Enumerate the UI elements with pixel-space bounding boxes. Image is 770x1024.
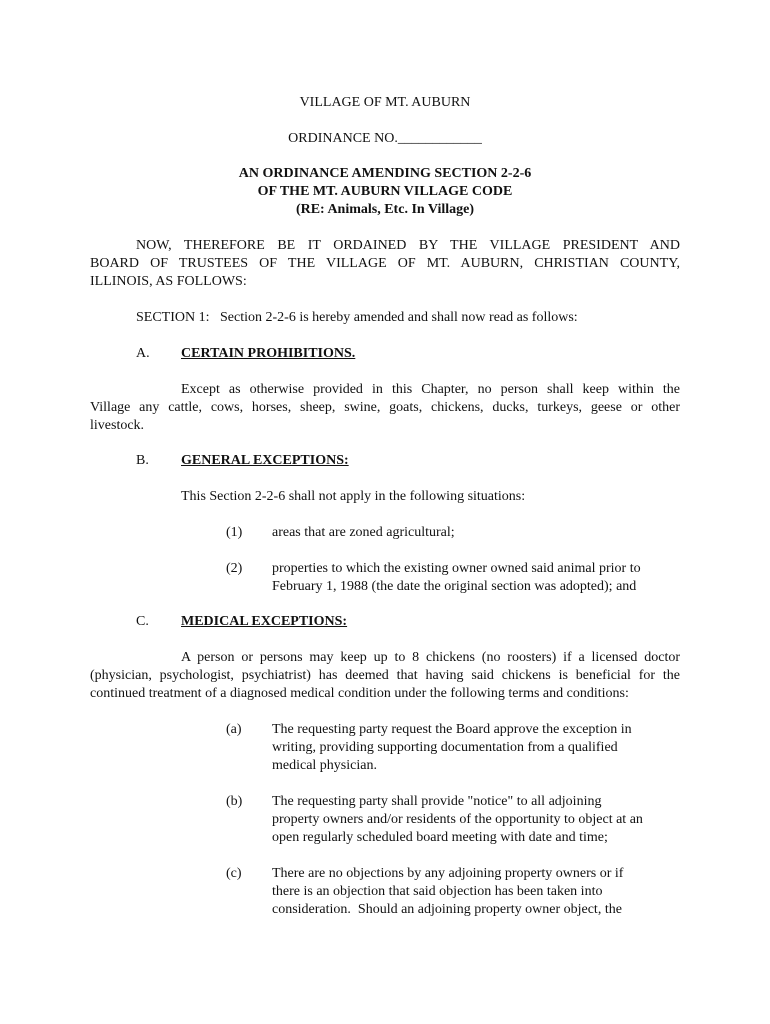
title-line-1: AN ORDINANCE AMENDING SECTION 2-2-6	[238, 166, 532, 181]
list-item-text: writing, providing supporting documentation from a qualified	[272, 740, 618, 755]
list-item-text: The requesting party shall provide "notice" to all adjoining	[272, 794, 602, 809]
list-item-number: (b)	[226, 794, 243, 809]
list-item-text: open regularly scheduled board meeting with date and time;	[272, 830, 608, 845]
section-a-letter: A.	[136, 346, 150, 361]
list-item-number: (2)	[226, 561, 243, 576]
list-item-text: there is an objection that said objection has been taken into	[272, 884, 603, 899]
list-item-text: There are no objections by any adjoining property owners or if	[272, 866, 624, 881]
list-item-number: (a)	[226, 722, 242, 737]
section-b-heading: GENERAL EXCEPTIONS:	[181, 453, 349, 468]
list-item-number: (1)	[226, 525, 243, 540]
list-item-text: areas that are zoned agricultural;	[272, 525, 455, 540]
preamble-line-2: BOARD OF TRUSTEES OF THE VILLAGE OF MT. AUBURN, CHRISTIAN COUNTY,	[90, 256, 680, 271]
section-c-line-3: continued treatment of a diagnosed medical condition under the following terms and conditions:	[90, 686, 629, 701]
ordinance-number: ORDINANCE NO.____________	[288, 131, 482, 146]
section-c-heading: MEDICAL EXCEPTIONS:	[181, 614, 348, 629]
section-c-line-2: (physician, psychologist, psychiatrist) has deemed that having said chickens is beneficial for the	[90, 668, 680, 683]
title-line-3: (RE: Animals, Etc. In Village)	[295, 202, 475, 217]
section-1-text: SECTION 1: Section 2-2-6 is hereby amended and shall now read as follows:	[136, 310, 578, 325]
title-line-2: OF THE MT. AUBURN VILLAGE CODE	[257, 184, 513, 199]
section-b-intro: This Section 2-2-6 shall not apply in the following situations:	[181, 489, 526, 504]
section-a-heading: CERTAIN PROHIBITIONS.	[181, 346, 356, 361]
preamble-line-3: ILLINOIS, AS FOLLOWS:	[90, 274, 247, 289]
list-item-text: The requesting party request the Board approve the exception in	[272, 722, 632, 737]
section-a-line-1: Except as otherwise provided in this Chapter, no person shall keep within the	[181, 382, 680, 397]
list-item-number: (c)	[226, 866, 242, 881]
list-item-text: property owners and/or residents of the opportunity to object at an	[272, 812, 643, 827]
section-a-line-3: livestock.	[90, 418, 145, 433]
section-b-letter: B.	[136, 453, 149, 468]
village-name: VILLAGE OF MT. AUBURN	[299, 95, 471, 110]
list-item-text: medical physician.	[272, 758, 377, 773]
section-a-line-2: Village any cattle, cows, horses, sheep, swine, goats, chickens, ducks, turkeys, geese or other	[90, 400, 680, 415]
section-c-line-1: A person or persons may keep up to 8 chickens (no roosters) if a licensed doctor	[181, 650, 680, 665]
list-item-text: properties to which the existing owner owned said animal prior to	[272, 561, 641, 576]
preamble-line-1: NOW, THEREFORE BE IT ORDAINED BY THE VILLAGE PRESIDENT AND	[136, 238, 680, 253]
section-c-letter: C.	[136, 614, 149, 629]
list-item-text: consideration. Should an adjoining property owner object, the	[272, 902, 622, 917]
list-item-text: February 1, 1988 (the date the original section was adopted); and	[272, 579, 637, 594]
